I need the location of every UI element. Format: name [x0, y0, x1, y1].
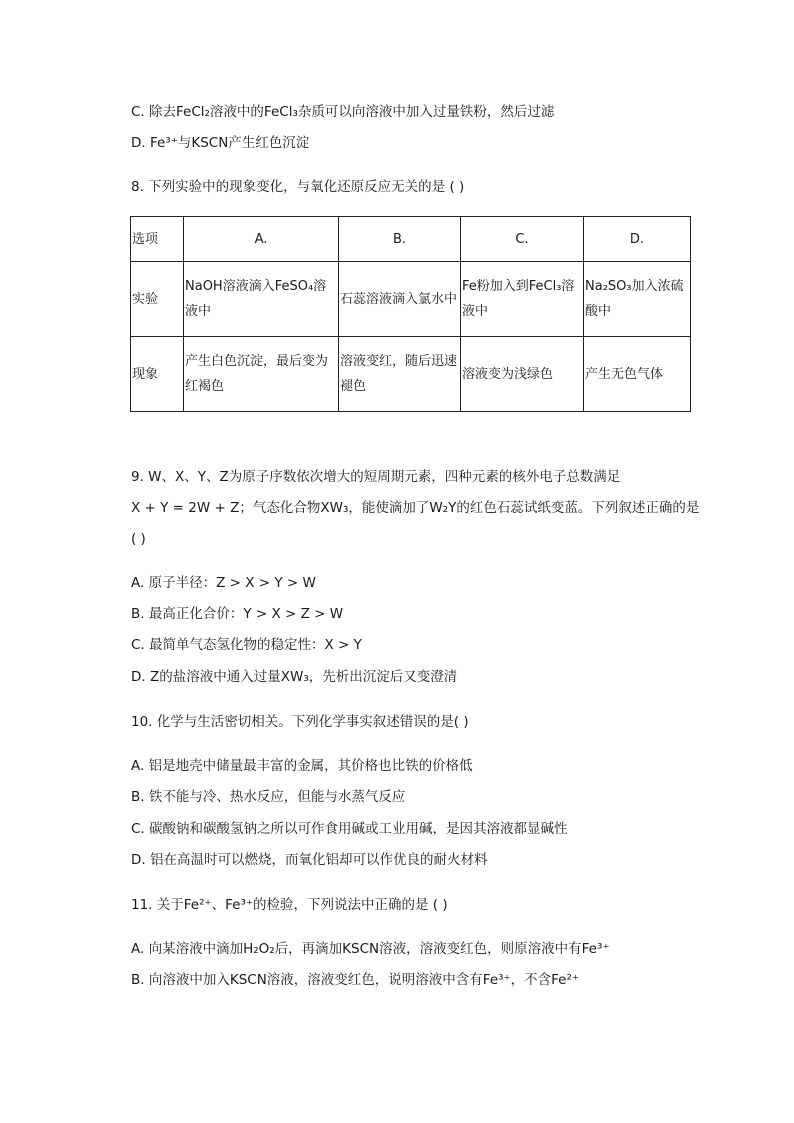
- experiment-d: Na₂SO₃加入浓硫酸中: [584, 262, 691, 337]
- header-d: D.: [584, 217, 691, 262]
- q7-option-c: C. 除去FeCl₂溶液中的FeCl₃杂质可以向溶液中加入过量铁粉，然后过滤: [131, 104, 555, 120]
- table-row-phenomenon: [131, 337, 691, 412]
- q8-table: [130, 216, 691, 412]
- q9-option-c: C. 最简单气态氢化物的稳定性：X > Y: [131, 637, 362, 653]
- q9-stem-line2: X + Y = 2W + Z；气态化合物XW₃，能使滴加了W₂Y的红色石蕊试纸变蓝。下列叙述正确的是: [131, 500, 700, 516]
- header-c: C.: [461, 217, 584, 262]
- q11-stem: 11. 关于Fe²⁺、Fe³⁺的检验，下列说法中正确的是 ( ): [131, 897, 448, 913]
- experiment-c: Fe粉加入到FeCl₃溶液中: [461, 262, 584, 337]
- q11-option-b: B. 向溶液中加入KSCN溶液，溶液变红色，说明溶液中含有Fe³⁺，不含Fe²⁺: [131, 972, 580, 988]
- table-row-experiment: [131, 262, 691, 337]
- q9-stem-line3: ( ): [131, 531, 146, 547]
- phenomenon-b: 溶液变红，随后迅速褪色: [339, 337, 461, 412]
- q11-option-a: A. 向某溶液中滴加H₂O₂后，再滴加KSCN溶液，溶液变红色，则原溶液中有Fe³⁺: [131, 941, 610, 957]
- row-label-phenomenon: 现象: [131, 337, 184, 412]
- experiment-a: NaOH溶液滴入FeSO₄溶液中: [184, 262, 339, 337]
- phenomenon-a: 产生白色沉淀，最后变为红褐色: [184, 337, 339, 412]
- q10-option-d: D. 铝在高温时可以燃烧，而氧化铝却可以作优良的耐火材料: [131, 852, 488, 868]
- header-option: 选项: [131, 217, 184, 262]
- phenomenon-c: 溶液变为浅绿色: [461, 337, 584, 412]
- phenomenon-d: 产生无色气体: [584, 337, 691, 412]
- q7-option-d: D. Fe³⁺与KSCN产生红色沉淀: [131, 135, 310, 151]
- q9-option-d: D. Z的盐溶液中通入过量XW₃，先析出沉淀后又变澄清: [131, 669, 458, 685]
- row-label-experiment: 实验: [131, 262, 184, 337]
- q10-option-a: A. 铝是地壳中储量最丰富的金属，其价格也比铁的价格低: [131, 758, 473, 774]
- q9-stem-line1: 9. W、X、Y、Z为原子序数依次增大的短周期元素，四种元素的核外电子总数满足: [131, 469, 621, 485]
- q9-option-a: A. 原子半径：Z > X > Y > W: [131, 575, 316, 591]
- q9-option-b: B. 最高正化合价：Y > X > Z > W: [131, 606, 344, 622]
- q10-stem: 10. 化学与生活密切相关。下列化学事实叙述错误的是( ): [131, 714, 469, 730]
- q10-option-c: C. 碳酸钠和碳酸氢钠之所以可作食用碱或工业用碱，是因其溶液都显碱性: [131, 821, 568, 837]
- table-header-row: [131, 217, 691, 262]
- q10-option-b: B. 铁不能与冷、热水反应，但能与水蒸气反应: [131, 789, 406, 805]
- q8-stem: 8. 下列实验中的现象变化，与氧化还原反应无关的是 ( ): [131, 179, 465, 195]
- experiment-b: 石蕊溶液滴入氯水中: [339, 262, 461, 337]
- header-b: B.: [339, 217, 461, 262]
- header-a: A.: [184, 217, 339, 262]
